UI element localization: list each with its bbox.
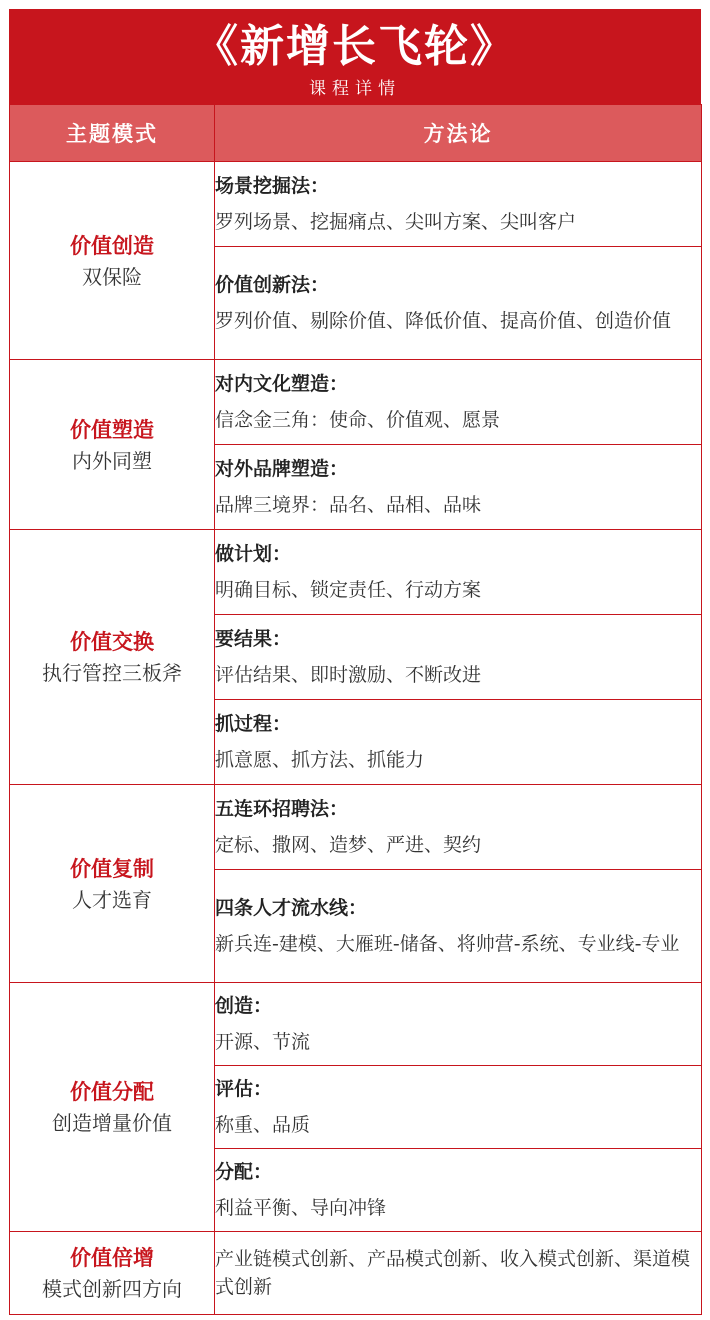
method-cell <box>215 360 702 445</box>
method-heading: 要结果： <box>215 628 292 650</box>
method-body: 产业链模式创新、产品模式创新、收入模式创新、渠道模式创新 <box>215 1248 691 1298</box>
method-heading: 抓过程： <box>215 713 292 735</box>
method-cell <box>215 1232 702 1315</box>
method-body: 罗列场景、挖掘痛点、尖叫方案、尖叫客户 <box>215 211 577 233</box>
theme-subtitle: 内外同塑 <box>72 448 152 473</box>
method-body: 称重、品质 <box>215 1114 311 1136</box>
method-heading: 做计划： <box>215 543 292 565</box>
theme-subtitle: 执行管控三板斧 <box>42 661 182 685</box>
method-body: 品牌三境界：品名、品相、品味 <box>215 494 482 516</box>
theme-name: 价值分配 <box>70 1080 154 1104</box>
theme-cell <box>10 360 215 530</box>
method-cell <box>215 983 702 1066</box>
header-banner <box>9 9 701 104</box>
table-row <box>10 1232 702 1315</box>
theme-cell <box>10 530 215 785</box>
theme-name: 价值倍增 <box>70 1246 154 1270</box>
method-body: 信念金三角：使命、价值观、愿景 <box>215 409 501 431</box>
table-row <box>10 785 702 870</box>
table-header-row <box>10 105 702 162</box>
method-body: 新兵连-建模、大雁班-储备、将帅营-系统、专业线-专业 <box>215 933 680 955</box>
theme-name: 价值交换 <box>70 630 154 654</box>
method-cell <box>215 1149 702 1232</box>
method-cell <box>215 700 702 785</box>
method-cell <box>215 615 702 700</box>
theme-subtitle: 模式创新四方向 <box>42 1277 182 1301</box>
method-body: 定标、撒网、造梦、严进、契约 <box>215 834 482 856</box>
method-body: 明确目标、锁定责任、行动方案 <box>215 579 482 601</box>
table-row <box>10 983 702 1066</box>
method-heading: 分配： <box>215 1161 273 1183</box>
course-table <box>9 104 702 1315</box>
column-header-theme: 主题模式 <box>10 105 215 162</box>
theme-cell <box>10 983 215 1232</box>
table-row <box>10 162 702 247</box>
method-body: 评估结果、即时激励、不断改进 <box>215 664 482 686</box>
page-subtitle: 课程详情 <box>309 79 401 99</box>
method-cell <box>215 162 702 247</box>
method-heading: 创造： <box>215 995 273 1017</box>
page-title: 《新增长飞轮》 <box>194 21 516 72</box>
theme-subtitle: 人才选育 <box>72 887 152 912</box>
method-cell <box>215 785 702 870</box>
method-cell <box>215 1066 702 1149</box>
theme-cell <box>10 162 215 360</box>
theme-subtitle: 双保险 <box>82 264 142 289</box>
method-body: 抓意愿、抓方法、抓能力 <box>215 749 425 771</box>
method-heading: 价值创新法： <box>215 274 330 296</box>
method-heading: 五连环招聘法： <box>215 798 349 820</box>
method-cell <box>215 247 702 360</box>
method-heading: 对内文化塑造： <box>215 373 349 395</box>
table-row <box>10 530 702 615</box>
column-header-method: 方法论 <box>215 105 702 162</box>
method-cell <box>215 445 702 530</box>
theme-name: 价值塑造 <box>70 417 154 442</box>
theme-name: 价值创造 <box>70 233 154 258</box>
method-body: 罗列价值、剔除价值、降低价值、提高价值、创造价值 <box>215 310 672 332</box>
theme-subtitle: 创造增量价值 <box>52 1111 172 1135</box>
theme-name: 价值复制 <box>70 856 154 881</box>
method-cell <box>215 530 702 615</box>
method-body: 开源、节流 <box>215 1031 311 1053</box>
theme-cell <box>10 785 215 983</box>
method-heading: 对外品牌塑造： <box>215 458 349 480</box>
theme-cell <box>10 1232 215 1315</box>
method-heading: 四条人才流水线： <box>215 897 368 919</box>
method-body: 利益平衡、导向冲锋 <box>215 1197 387 1219</box>
method-heading: 评估： <box>215 1078 273 1100</box>
method-heading: 场景挖掘法： <box>215 175 330 197</box>
table-row <box>10 360 702 445</box>
method-cell <box>215 870 702 983</box>
